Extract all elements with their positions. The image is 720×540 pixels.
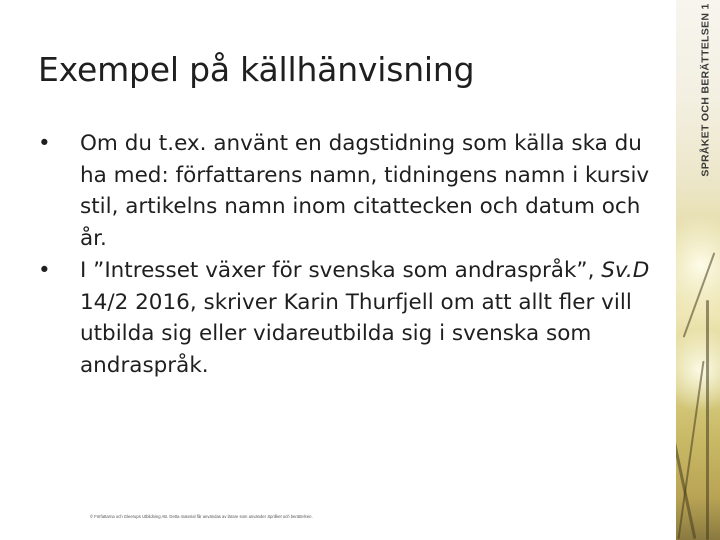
copyright-footer	[90, 514, 313, 519]
tree-branch	[706, 300, 709, 540]
bullet-text-end: 14/2 2016, skriver Karin Thurfjell om att allt fler vill utbilda sig eller vidareutbilda sig i svenska som andraspråk.	[80, 289, 632, 378]
footer-end: .	[311, 514, 313, 519]
footer-text: © Författarna och Gleerups Utbildning AB. Detta material får användas av lärare som använder	[90, 514, 268, 519]
bullet-list	[36, 128, 656, 382]
side-label	[696, 4, 716, 176]
slide-title: Exempel på källhänvisning	[38, 50, 475, 89]
light-glow	[676, 210, 720, 320]
footer-book-title: Språket och berättelsen	[267, 514, 312, 519]
side-label-text: SPRÅKET OCH BERÄTTELSEN 1	[700, 3, 712, 177]
bullet-item	[36, 128, 656, 255]
newspaper-name: Sv.D	[601, 257, 650, 283]
bullet-text-start: I ”Intresset växer för svenska som andraspråk”,	[80, 257, 602, 283]
bullet-item	[36, 255, 656, 382]
bullet-text: Om du t.ex. använt en dagstidning som källa ska du ha med: författarens namn, tidningens namn i kursiv stil, artikelns namn inom citattecken och datum och år.	[80, 131, 650, 252]
